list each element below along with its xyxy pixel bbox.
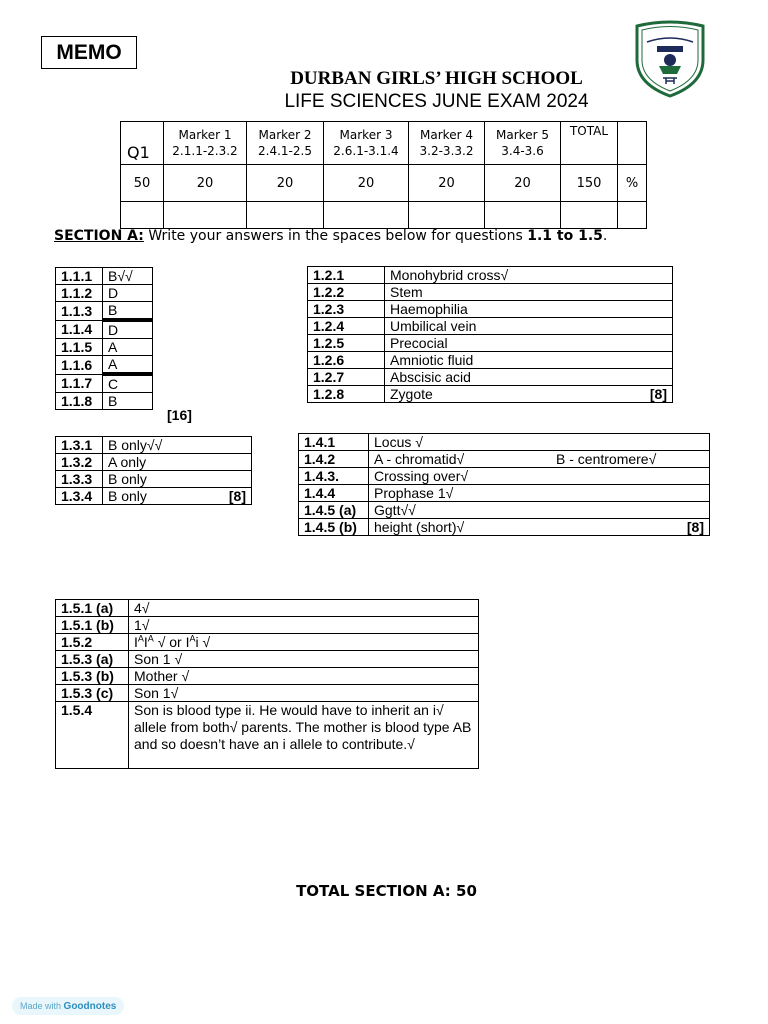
answer: B [103,302,153,321]
section-a-end: . [602,228,608,244]
answer: C [103,374,153,393]
school-crest-logo [633,20,707,98]
answer-text: B only [108,488,147,504]
question-number: 1.5.2 [56,634,129,651]
answer: Son 1 √ [129,651,479,668]
table-row [299,434,710,451]
table-row [299,451,710,468]
answer: 1√ [129,617,479,634]
answer-text: A - chromatid√ [374,451,465,467]
answer: Son 1√ [129,685,479,702]
marker-5-value: 20 [485,165,561,202]
table-row [56,393,153,410]
marker-1-header: Marker 1 2.1.1-2.3.2 [164,122,247,165]
q1-2-total: [8] [649,386,667,402]
table-row [308,318,673,335]
question-number: 1.4.5 (a) [299,502,369,519]
question-number: 1.5.3 (a) [56,651,129,668]
table-row [56,668,479,685]
question-number: 1.1.2 [56,285,103,302]
marker-4-value: 20 [409,165,485,202]
percent-header-cell [618,122,647,165]
table-row [299,502,710,519]
answer: Amniotic fluid [385,352,673,369]
question-number: 1.2.8 [308,386,385,403]
blank-cell [247,202,324,229]
question-number: 1.1.7 [56,374,103,393]
question-number: 1.5.3 (b) [56,668,129,685]
question-number: 1.3.4 [56,488,103,505]
q1-3-total: [8] [228,488,246,504]
answer: 4√ [129,600,479,617]
question-number: 1.2.6 [308,352,385,369]
answer: Prophase 1√ [369,485,710,502]
blank-cell [618,202,647,229]
answer: A [103,339,153,356]
question-number: 1.5.1 (a) [56,600,129,617]
answer: B√√ [103,268,153,285]
table-row [56,320,153,339]
answer: Abscisic acid [385,369,673,386]
table-row [308,386,673,403]
table-row [56,339,153,356]
q1-5-table [55,599,479,769]
marker-2-value: 20 [247,165,324,202]
answer: Precocial [385,335,673,352]
question-number: 1.3.1 [56,437,103,454]
answer: Stem [385,284,673,301]
question-number: 1.5.3 (c) [56,685,129,702]
table-row [308,284,673,301]
exam-title: LIFE SCIENCES JUNE EXAM 2024 [284,91,589,112]
table-row [56,437,252,454]
q1-label: Q1 [121,122,164,165]
q1-1-total: [16] [167,407,192,423]
marker-4-header: Marker 4 3.2-3.3.2 [409,122,485,165]
table-row [56,702,479,769]
question-number: 1.1.3 [56,302,103,321]
answer: B only√√ [103,437,252,454]
question-number: 1.1.5 [56,339,103,356]
question-number: 1.4.4 [299,485,369,502]
watermark-prefix: Made with [20,1001,62,1011]
answer: B only [103,471,252,488]
section-a-range: 1.1 to 1.5 [527,228,603,244]
table-row [56,617,479,634]
answer: Locus √ [369,434,710,451]
question-number: 1.2.4 [308,318,385,335]
answer: Monohybrid cross√ [385,267,673,284]
school-name: DURBAN GIRLS’ HIGH SCHOOL [290,68,583,89]
question-number: 1.3.2 [56,454,103,471]
blank-cell [121,202,164,229]
table-row [308,335,673,352]
answer-text: Zygote [390,386,433,402]
question-number: 1.2.3 [308,301,385,318]
marker-3-value: 20 [324,165,409,202]
question-number: 1.1.4 [56,320,103,339]
answer: Umbilical vein [385,318,673,335]
answer-text-b: B - centromere√ [556,451,657,467]
table-row [56,454,252,471]
answer: A [103,356,153,375]
question-number: 1.2.5 [308,335,385,352]
blank-cell [561,202,618,229]
percent-label: % [618,165,647,202]
answer [385,386,673,403]
answer: $I^AI^A$ √ or $I^Ai$ √ [129,634,479,651]
question-number: 1.2.7 [308,369,385,386]
memo-label: MEMO [41,36,137,69]
question-number: 1.1.6 [56,356,103,375]
question-number: 1.4.3. [299,468,369,485]
q1-2-table [307,266,673,403]
watermark-brand: Goodnotes [63,1001,117,1012]
total-section-a: TOTAL SECTION A: 50 [296,882,477,900]
question-number: 1.4.2 [299,451,369,468]
table-row [56,356,153,375]
table-row [56,651,479,668]
answer [369,451,710,468]
answer-text: height (short)√ [374,519,465,535]
answer: B [103,393,153,410]
table-row [56,302,153,321]
question-number: 1.5.1 (b) [56,617,129,634]
table-row [308,352,673,369]
total-value: 150 [561,165,618,202]
question-number: 1.1.1 [56,268,103,285]
table-row [299,468,710,485]
section-a-instruction [54,228,607,244]
marks-table [120,121,647,229]
answer [369,519,710,536]
blank-cell [409,202,485,229]
q1-4-table [298,433,710,536]
answer: A only [103,454,252,471]
marker-2-header: Marker 2 2.4.1-2.5 [247,122,324,165]
q1-1-table [55,267,153,410]
table-row [56,488,252,505]
total-header: TOTAL [561,122,618,165]
table-row [56,600,479,617]
table-row [56,285,153,302]
question-number: 1.4.1 [299,434,369,451]
answer: Ggtt√√ [369,502,710,519]
answer: D [103,285,153,302]
table-row [299,519,710,536]
table-row [56,634,479,651]
table-row [299,485,710,502]
table-row [56,374,153,393]
marker-5-header: Marker 5 3.4-3.6 [485,122,561,165]
question-number: 1.1.8 [56,393,103,410]
answer: Crossing over√ [369,468,710,485]
q1-value: 50 [121,165,164,202]
question-number: 1.2.2 [308,284,385,301]
question-number: 1.4.5 (b) [299,519,369,536]
section-a-text: Write your answers in the spaces below for questions [148,228,523,244]
answer: D [103,320,153,339]
question-number: 1.5.4 [56,702,129,769]
q1-4-total: [8] [686,519,704,535]
blank-cell [324,202,409,229]
blank-cell [485,202,561,229]
answer: Mother √ [129,668,479,685]
goodnotes-watermark [12,997,124,1015]
question-number: 1.2.1 [308,267,385,284]
answer: Haemophilia [385,301,673,318]
answer: Son is blood type ii. He would have to inherit an i√ allele from both√ parents. The mother is blood type AB and so doesn’t have an i allele to contribute.√ [129,702,479,769]
table-row [56,268,153,285]
answer [103,488,252,505]
table-row [308,267,673,284]
table-row [308,301,673,318]
section-a-label: SECTION A: [54,228,144,244]
question-number: 1.3.3 [56,471,103,488]
q1-3-table [55,436,252,505]
table-row [308,369,673,386]
marker-3-header: Marker 3 2.6.1-3.1.4 [324,122,409,165]
marker-1-value: 20 [164,165,247,202]
table-row [56,685,479,702]
table-row [56,471,252,488]
blank-cell [164,202,247,229]
